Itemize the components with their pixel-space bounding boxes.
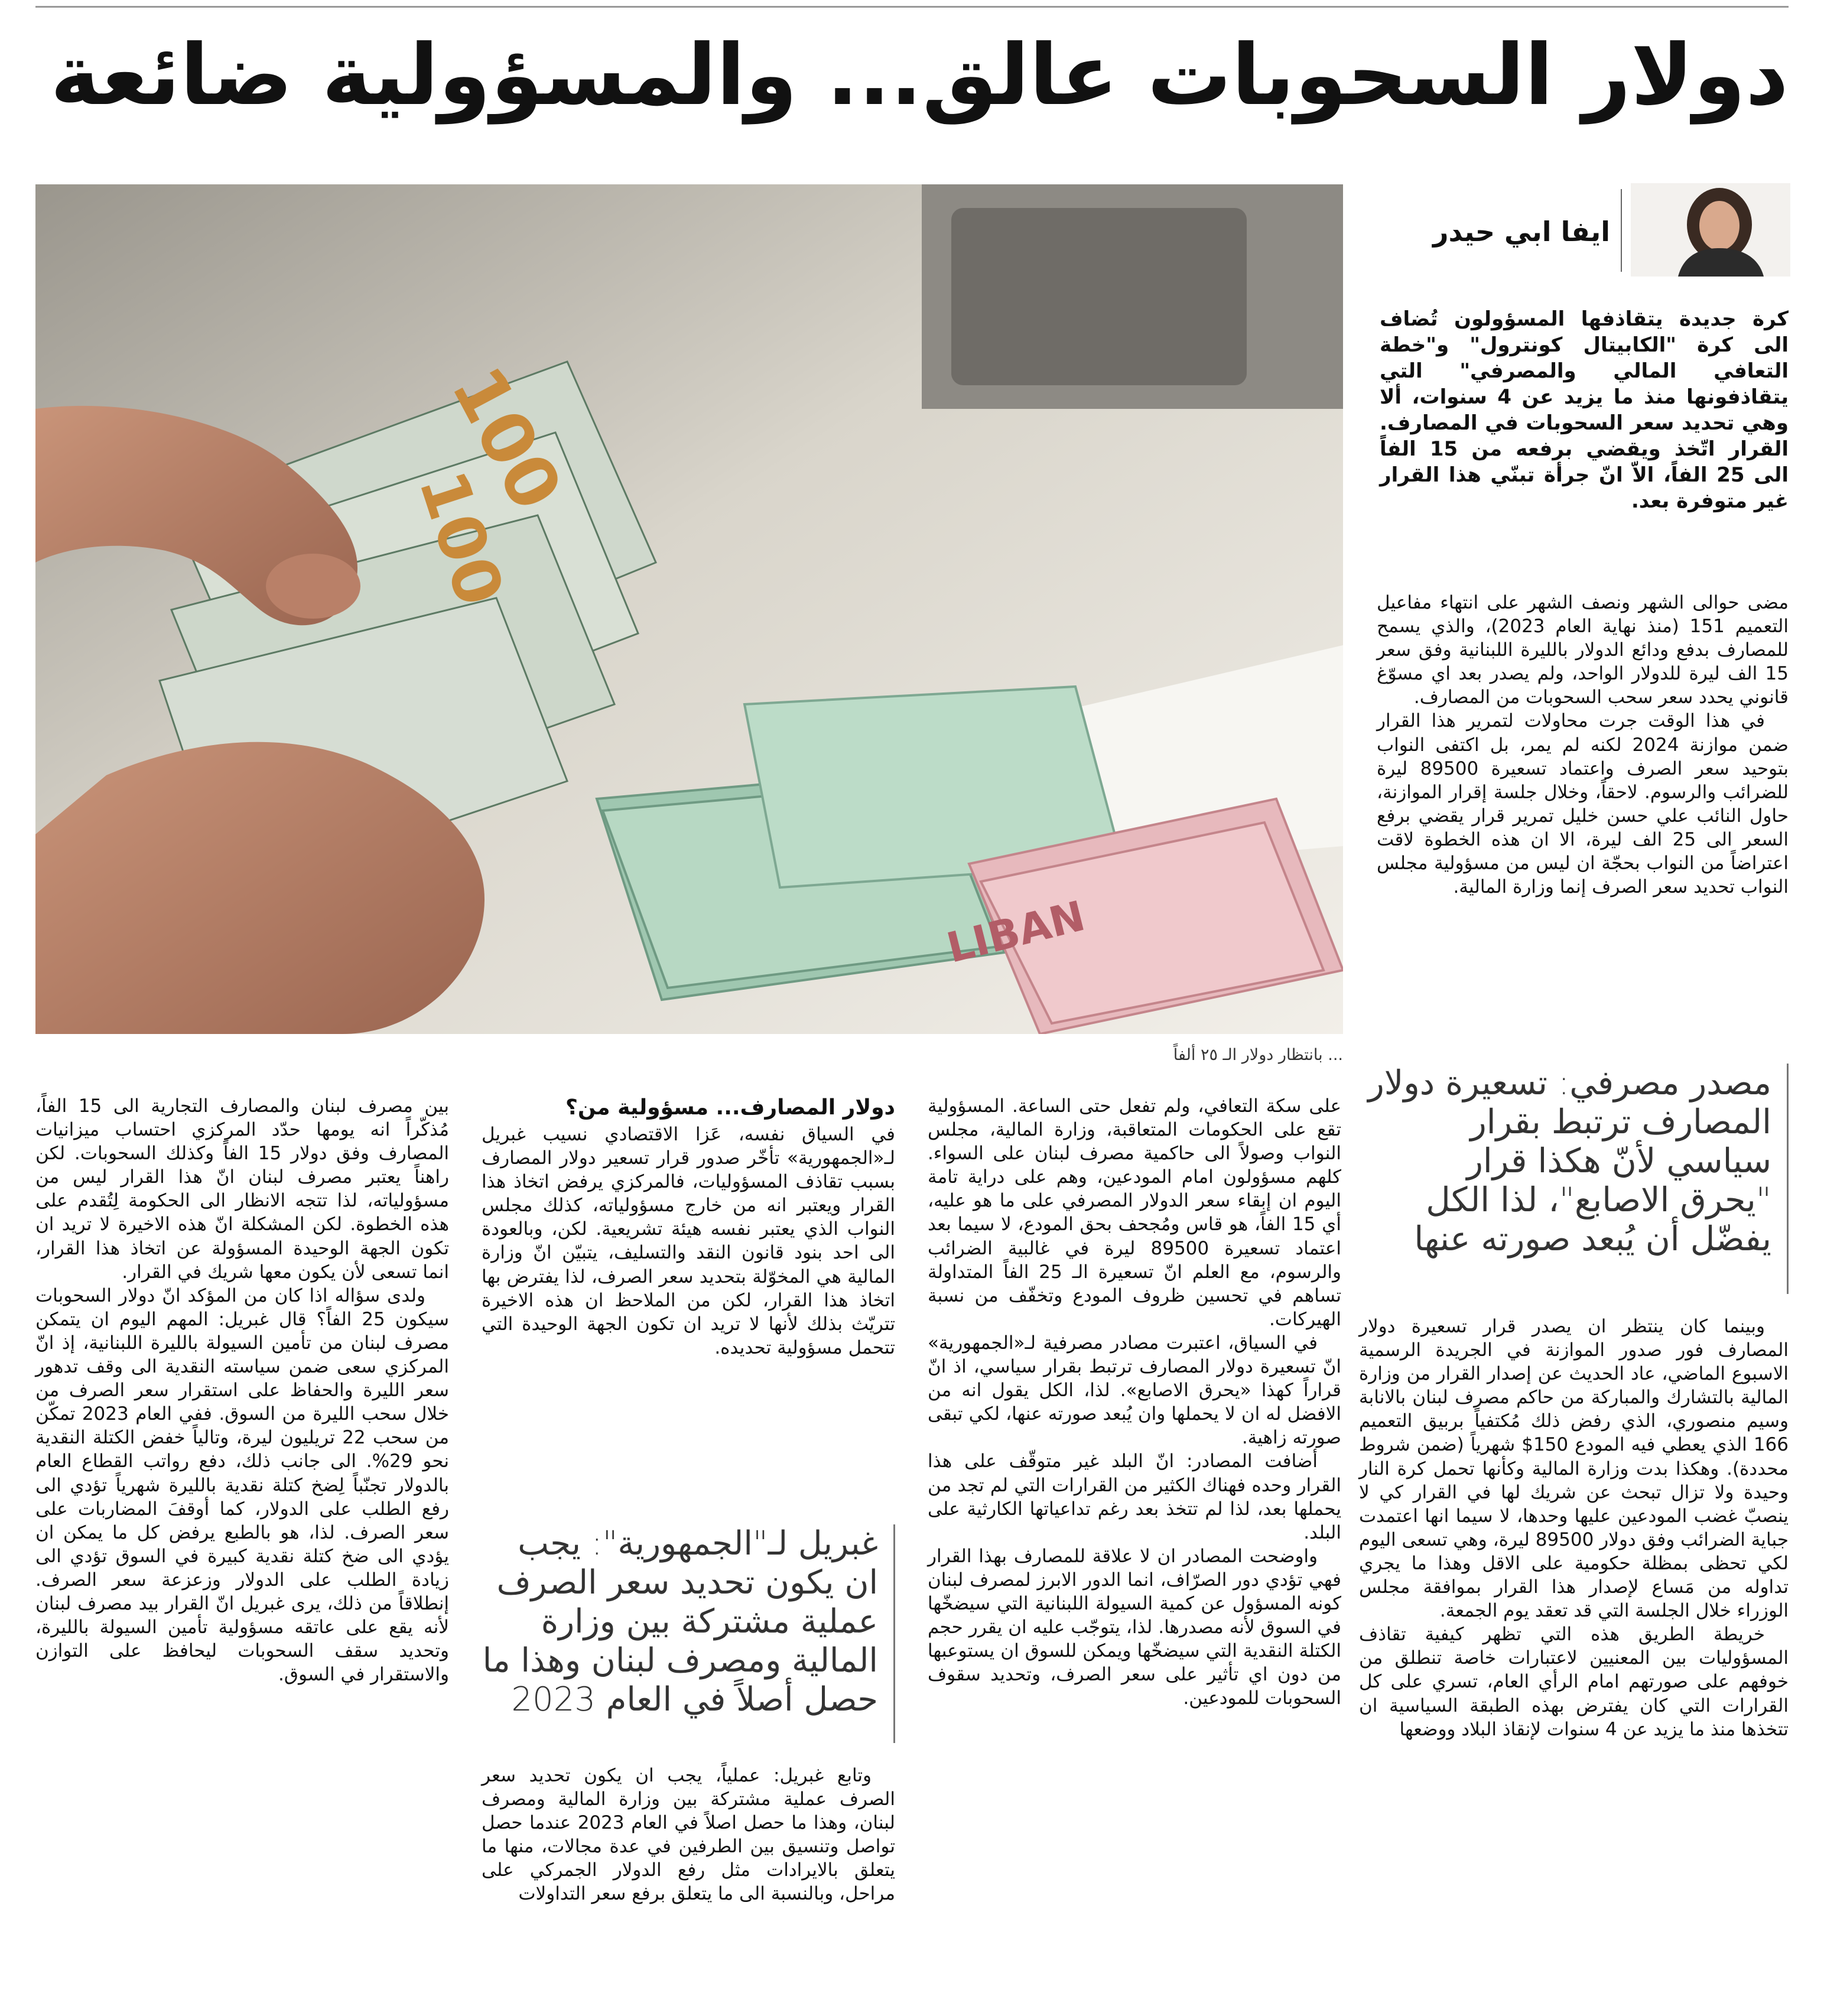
author-portrait-icon — [1631, 183, 1790, 277]
paragraph: مضى حوالى الشهر ونصف الشهر على انتهاء مفاعيل التعميم 151 (منذ نهاية العام 2023)، والذي يسمح للمصارف بدفع ودائع الدولار بالليرة اللبنانية وفق سعر 15 الف ليرة للدولار الواحد، ولم يصدر بعد اي مسوّغ قانوني يحدد سعر سحب السحوبات من المصارف. — [1377, 592, 1789, 708]
column-2 — [928, 1094, 1341, 1710]
author-name: ايفا ابي حيدر — [1432, 216, 1610, 248]
paragraph: خريطة الطريق هذه التي تظهر كيفية تقاذف المسؤوليات بين المعنيين لاعتبارات خاصة تنطلق من خوفهم على صورتهم امام الرأي العام، تسري على كل القرارات التي كان يفترض بهذه الطبقة السياسية ان تتخذها منذ ما يزيد عن 4 سنوات لإنقاذ البلاد ووضعها — [1359, 1624, 1789, 1740]
paragraph: ولدى سؤاله اذا كان من المؤكد انّ دولار السحوبات سيكون 25 الفاً؟ قال غبريل: المهم اليوم ان يتمكن مصرف لبنان من تأمين السيولة بالليرة اللبنانية، إذ انّ المركزي سعى ضمن سياسته النقدية الى وقف تدهور سعر الليرة والحفاظ على استقرار سعر الصرف من خلال سحب الليرة من السوق. ففي العام 2023 تمكّن من سحب 22 تريليون ليرة، وتالياً خفض الكتلة النقدية نحو 29%. الى جانب ذلك، دفع رواتب القطاع العام بالدولار تجنّباً لِضخ كتلة نقدية بالليرة شهرياً تؤدي الى رفع الطلب على الدولار، كما أوقفَ المضاربات على سعر الصرف. لذا، هو بالطبع يرفض كل ما يمكن ان يؤدي الى ضخ كتلة نقدية كبيرة في السوق تؤدي الى زيادة الطلب على الدولار وزعزعة سعر الصرف. إنطلاقاً من ذلك، يرى غبريل انّ القرار بيد مصرف لبنان لأنه يقع على عاتقه مسؤولية تأمين السيولة بالليرة، وتحديد سقف السحوبات ليحافظ على التوازن والاستقرار في السوق. — [35, 1285, 450, 1686]
top-rule — [35, 6, 1789, 8]
column-3-bottom — [482, 1764, 895, 1906]
paragraph: وتابع غبريل: عملياً، يجب ان يكون تحديد سعر الصرف عملية مشتركة بين وزارة المالية ومصرف لبنان، وهذا ما حصل اصلاً في العام 2023 عندما حصل تواصل وتنسيق بين الطرفين في عدة مجالات، منها ما يتعلق بالايرادات مثل رفع الدولار الجمركي على مراحل، وبالنسبة الى ما يتعلق برفع سعر التداولات — [482, 1765, 895, 1905]
column-right-top — [1377, 591, 1789, 899]
paragraph: وبينما كان ينتظر ان يصدر قرار تسعيرة دولار المصارف فور صدور الموازنة في الجريدة الرسمية الاسبوع الماضي، عاد الحديث عن إصدار القرار من وزارة المالية بالتشارك والمباركة من حاكم مصرف لبنان بالانابة وسيم منصوري، الذي رفض ذلك مُكتفياً بربيق التعميم 166 الذي يعطي فيه المودع 150$ شهرياً (ضمن شروط محددة). وهكذا بدت وزارة المالية وكأنها تحمل كرة النار وحيدة ولا تزال تبحث عن شريك لها في القرار كي لا ينصبّ غضب المودعين عليها وحدها، لا سيما انها اعتمدت جباية الضرائب وفق دولار 89500 ليرة، وهي تسعى اليوم لكي تحظى بمظلة حكومية على الاقل وهذا ما يجري تداوله من مَساع لإصدار هذا القرار بموافقة مجلس الوزراء خلال الجلسة التي قد تعقد يوم الجمعة. — [1359, 1316, 1789, 1622]
paragraph: أضافت المصادر: انّ البلد غير متوقّف على هذا القرار وحده فهناك الكثير من القرارات التي لم تجد من يحملها بعد، لذا لم تتخذ بعد رغم تداعياتها الكارثية على البلد. — [928, 1451, 1341, 1543]
paragraph: واوضحت المصادر ان لا علاقة للمصارف بهذا القرار فهي تؤدي دور الصرّاف، انما الدور الابرز لمصرف لبنان كونه المسؤول عن كمية السيولة اللبنانية التي سيضخّها في السوق لأنه مصدرها. لذا، يتوجّب عليه ان يقرر حجم الكتلة النقدية التي سيضخّها ويمكن للسوق ان يستوعبها من دون اي تأثير على سعر الصرف، وتحديد سقوف السحوبات للمودعين. — [928, 1545, 1341, 1709]
paragraph: بين مصرف لبنان والمصارف التجارية الى 15 الفاً، مُذكّراً انه يومها حدّد المركزي احتساب ميزانيات المصارف وفق دولار 15 الفاً وكذلك السحوبات. لكن راهناً يعتبر مصرف لبنان انّ هذا القرار ليس من مسؤولياته، لذا تتجه الانظار الى الحكومة لِتُقدم على هذه الخطوة. لكن المشكلة انّ هذه الاخيرة لا تريد ان تكون الجهة الوحيدة المسؤولة عن اتخاذ هذا القرار، انما تسعى لأن يكون معها شريك في القرار. — [35, 1095, 449, 1283]
photo-caption: ... بانتظار دولار الـ ٢٥ ألفاً — [1173, 1046, 1343, 1064]
author-photo — [1631, 183, 1790, 277]
paragraph: في هذا الوقت جرت محاولات لتمرير هذا القرار ضمن موازنة 2024 لكنه لم يمر، بل اكتفى النواب بتوحيد سعر الصرف واعتماد تسعيرة 89500 ليرة للضرائب والرسوم. لاحقاً، وخلال جلسة إقرار الموازنة، حاول النائب علي حسن خليل تمرير قرار يقضي برفع السعر الى 25 الف ليرة، الا ان هذه الخطوة لاقت اعتراضاً من النواب بحجّة ان ليس من مسؤولية مجلس النواب تحديد سعر الصرف إنما وزارة المالية. — [1377, 710, 1789, 898]
svg-text:LIBAN: LIBAN — [942, 891, 1090, 973]
paragraph: على سكة التعافي، ولم تفعل حتى الساعة. المسؤولية تقع على الحكومات المتعاقبة، وزارة المالية، مجلس النواب وصولاً الى حاكمية مصرف لبنان على السواء. كلهم مسؤولون امام المودعين، وهم على دراية تامة اليوم ان إبقاء سعر الدولار المصرفي على ما هو عليه، أي 15 الفاً، هو قاس ومُجحف بحق المودع، لا سيما بعد اعتماد تسعيرة 89500 ليرة في غالبية الضرائب والرسوم، مع العلم انّ تسعيرة الـ 25 الفاً المتداولة تساهم في تحسين ظروف المودع وتخفّف من نسبة الهيركات. — [928, 1095, 1341, 1330]
paragraph: في السياق نفسه، عَزا الاقتصادي نسيب غبريل لـ«الجمهورية» تأخّر صدور قرار تسعير دولار المصارف بسبب تقاذف المسؤوليات، فالمركزي يرفض اتخاذ هذا القرار ويعتبر انه من خارج مسؤولياته، كذلك مجلس النواب الذي يعتبر نفسه هيئة تشريعية. لكن، وبالعودة الى احد بنود قانون النقد والتسليف، يتبيّن انّ وزارة المالية هي المخوّلة بتحديد سعر الصرف، لذا يفترض بها اتخاذ هذا القرار، لكن من الملاحظ ان هذه الاخيرة تتريّث بذلك لأنها لا تريد ان تكون الجهة الوحيدة التي تتحمل مسؤولية تحديده. — [482, 1124, 895, 1358]
svg-text:100: 100 — [404, 462, 519, 615]
pull-quote-banker: مصدر مصرفي: تسعيرة دولار المصارف ترتبط بقرار سياسي لأنّ هكذا قرار "يحرق الاصابع"، لذا الكل يفضّل أن يُبعد صورته عنها — [1365, 1064, 1789, 1294]
money-photo-illustration — [35, 184, 1343, 1034]
column-4 — [35, 1094, 449, 1686]
money-photo — [35, 184, 1343, 1034]
subheading: دولار المصارف... مسؤولية من؟ — [565, 1095, 895, 1120]
headline: دولار السحوبات عالق... والمسؤولية ضائعة — [50, 27, 1789, 124]
author-separator — [1621, 189, 1622, 272]
paragraph: في السياق، اعتبرت مصادر مصرفية لـ«الجمهورية» انّ تسعيرة دولار المصارف ترتبط بقرار سياسي، اذ انّ قراراً كهذا «يحرق الاصابع». لذا، الكل يقول انه من الافضل له ان لا يحملها وان يُبعد صورته عنها، لكي تبقى صورته زاهية. — [928, 1332, 1341, 1449]
column-3 — [482, 1094, 895, 1360]
svg-text:100: 100 — [435, 354, 578, 523]
author-box — [1400, 183, 1790, 278]
lead-paragraph: كرة جديدة يتقاذفها المسؤولون تُضاف الى كرة "الكابيتال كونترول" و"خطة التعافي المالي والمصرفي" التي يتقاذفونها منذ ما يزيد عن 4 سنوات، ألا وهي تحديد سعر السحوبات في المصارف. القرار اتّخذ ويقضي برفعه من 15 الفاً الى 25 الفاً، الاّ انّ جرأة تبنّي هذا القرار غير متوفرة بعد. — [1380, 307, 1789, 513]
column-right-bottom — [1359, 1315, 1789, 1741]
pull-quote-ghobril: غبريل لـ"الجمهورية": يجب ان يكون تحديد سعر الصرف عملية مشتركة بين وزارة المالية ومصرف لبنان وهذا ما حصل أصلاً في العام 2023 — [482, 1524, 895, 1743]
